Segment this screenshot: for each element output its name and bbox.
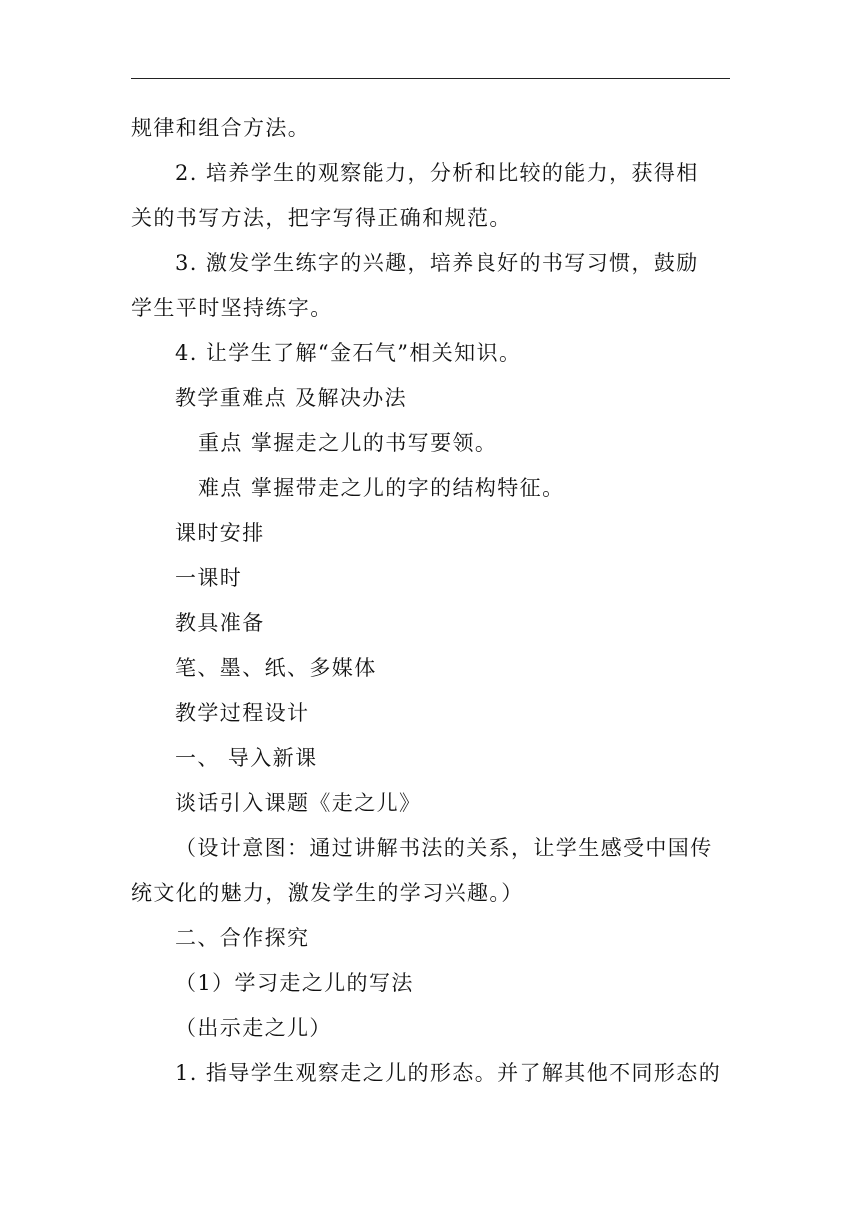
- text-line: 难点 掌握带走之儿的字的结构特征。: [198, 476, 565, 500]
- text-line: （1）学习走之儿的写法: [175, 971, 414, 995]
- header-rule: [131, 78, 730, 79]
- text-line: 3. 激发学生练字的兴趣，培养良好的书写习惯，鼓励: [175, 251, 699, 275]
- text-line: 教学重难点 及解决办法: [175, 386, 408, 410]
- text-line: 关的书写方法，把字写得正确和规范。: [131, 206, 512, 230]
- text-line: 二、合作探究: [175, 926, 310, 950]
- text-line: 规律和组合方法。: [131, 116, 311, 140]
- text-line: 一、 导入新课: [175, 746, 318, 770]
- text-line: 统文化的魅力，激发学生的学习兴趣。）: [131, 881, 524, 905]
- text-line: 1. 指导学生观察走之儿的形态。并了解其他不同形态的: [175, 1061, 722, 1085]
- text-line: （出示走之儿）: [175, 1016, 332, 1040]
- text-line: 教学过程设计: [175, 701, 310, 725]
- text-line: （设计意图：通过讲解书法的关系，让学生感受中国传: [175, 836, 713, 860]
- text-line: 教具准备: [175, 611, 265, 635]
- text-line: 学生平时坚持练字。: [131, 296, 333, 320]
- text-line: 一课时: [175, 566, 243, 590]
- text-line: 重点 掌握走之儿的书写要领。: [198, 431, 498, 455]
- text-line: 谈话引入课题《走之儿》: [175, 791, 422, 815]
- text-line: 课时安排: [175, 521, 265, 545]
- text-line: 笔、墨、纸、多媒体: [175, 656, 377, 680]
- text-line: 2. 培养学生的观察能力，分析和比较的能力，获得相: [175, 161, 699, 185]
- text-line: 4. 让学生了解“金石气”相关知识。: [175, 341, 522, 365]
